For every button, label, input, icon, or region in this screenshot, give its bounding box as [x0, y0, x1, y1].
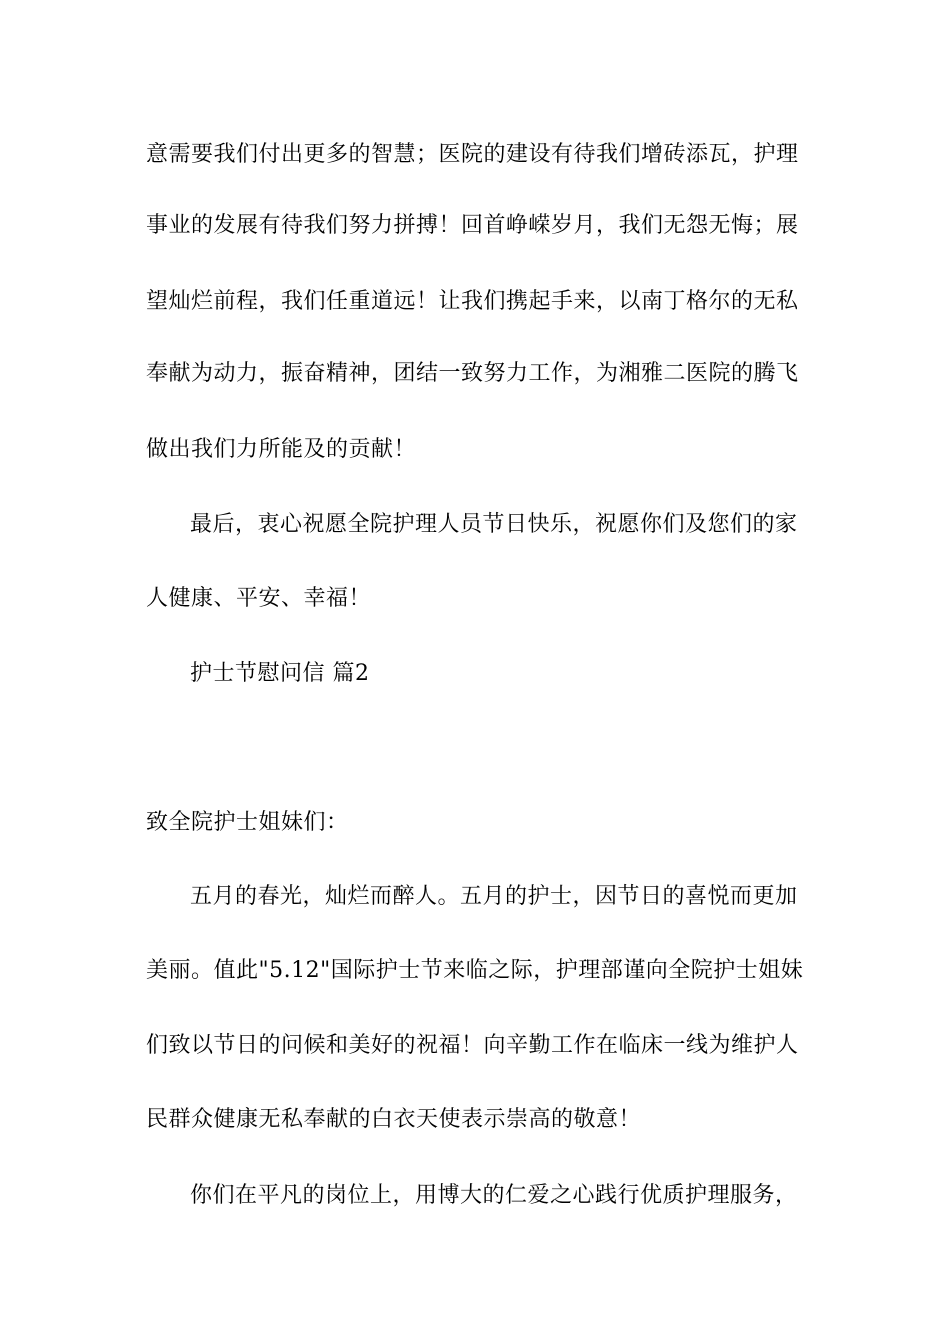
paragraph-line: 做出我们力所能及的贡献！: [146, 437, 417, 462]
paragraph-line: 最后，衷心祝愿全院护理人员节日快乐，祝愿你们及您们的家: [190, 512, 798, 537]
paragraph-line: 奉献为动力，振奋精神，团结一致努力工作，为湘雅二医院的腾飞: [146, 361, 799, 386]
paragraph-line: 美丽。值此"5.12"国际护士节来临之际，护理部谨向全院护士姐妹: [146, 958, 804, 983]
salutation: 致全院护士姐妹们：: [146, 810, 349, 835]
paragraph-line: 人健康、平安、幸福！: [146, 586, 372, 611]
section-heading: 护士节慰问信 篇2: [190, 661, 370, 686]
paragraph-line: 意需要我们付出更多的智慧；医院的建设有待我们增砖添瓦，护理: [146, 142, 799, 167]
paragraph-line: 你们在平凡的岗位上，用博大的仁爱之心践行优质护理服务，: [190, 1183, 798, 1208]
paragraph-line: 们致以节日的问候和美好的祝福！向辛勤工作在临床一线为维护人: [146, 1033, 799, 1058]
paragraph-line: 事业的发展有待我们努力拼搏！回首峥嵘岁月，我们无怨无悔；展: [146, 213, 799, 238]
paragraph-line: 望灿烂前程，我们任重道远！让我们携起手来，以南丁格尔的无私: [146, 289, 799, 314]
paragraph-line: 民群众健康无私奉献的白衣天使表示崇高的敬意！: [146, 1107, 642, 1132]
paragraph-line: 五月的春光，灿烂而醉人。五月的护士，因节日的喜悦而更加: [190, 884, 798, 909]
